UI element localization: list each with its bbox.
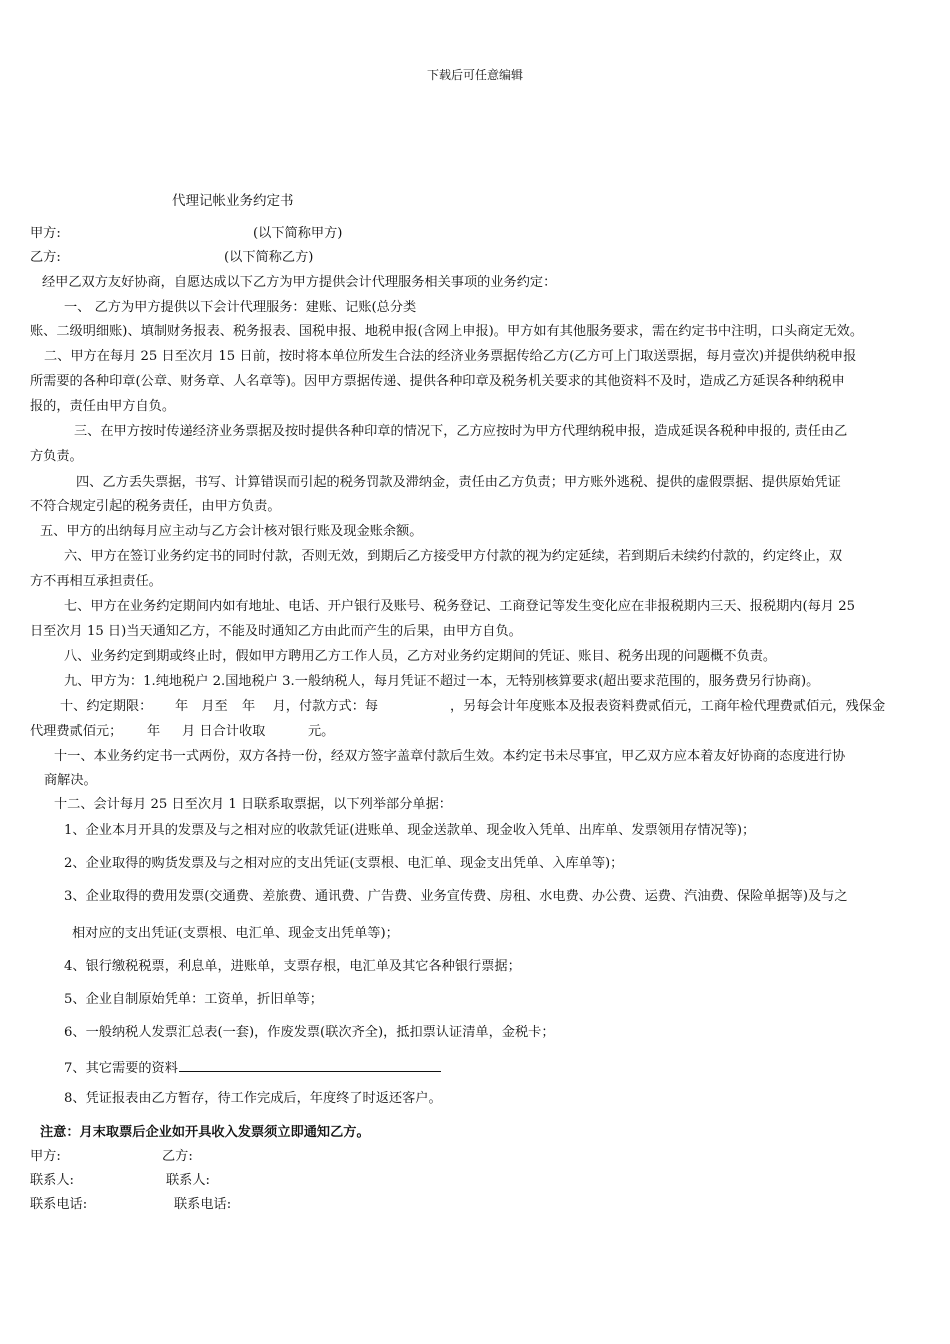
list-item-2: 2、企业取得的购货发票及与之相对应的支出凭证(支票根、电汇单、现金支出凭单、入库单等)； xyxy=(64,856,624,871)
clause-10-end-month: 年 月，付款方式：每 xyxy=(242,699,379,714)
clause-7-line-2: 日至次月 15 日)当天通知乙方，不能及时通知乙方由此而产生的后果，由甲方自负。 xyxy=(30,624,522,639)
clause-10-year: 年 xyxy=(147,724,161,739)
clause-3-line-1: 三、在甲方按时传递经济业务票据及按时提供各种印章的情况下，乙方应按时为甲方代理纳税申报，造成延误各税种申报的, 责任由乙 xyxy=(74,424,848,439)
clause-2-line-2: 所需要的各种印章(公章、财务章、人名章等)。因甲方票据传递、提供各种印章及税务机关要求的其他资料不及时，造成乙方延误各种纳税申 xyxy=(30,374,845,389)
clause-1-line-1: 一、 乙方为甲方提供以下会计代理服务：建账、记账(总分类 xyxy=(64,300,417,315)
clause-1-line-2: 账、二级明细账)、填制财务报表、税务报表、国税申报、地税申报(含网上申报)。甲方如有其他服务要求，需在约定书中注明，口头商定无效。 xyxy=(30,324,864,339)
list-item-3-line-1: 3、企业取得的费用发票(交通费、差旅费、通讯费、广告费、业务宣传费、房租、水电费、办公费、运费、汽油费、保险单据等)及与之 xyxy=(64,889,848,904)
signature-party-b: 乙方: xyxy=(162,1149,193,1164)
signature-phone-a: 联系电话: xyxy=(30,1197,88,1212)
list-item-4: 4、银行缴税税票，利息单，进账单，支票存根，电汇单及其它各种银行票据； xyxy=(64,959,521,974)
document-title: 代理记帐业务约定书 xyxy=(172,193,294,209)
list-item-3-line-2: 相对应的支出凭证(支票根、电汇单、现金支出凭单等)； xyxy=(72,926,399,941)
clause-10-start-month: 年 月至 xyxy=(175,699,228,714)
clause-4-line-2: 不符合规定引起的税务责任，由甲方负责。 xyxy=(30,499,281,514)
party-a-suffix: (以下简称甲方) xyxy=(253,226,343,241)
clause-2-line-3: 报的，责任由甲方自负。 xyxy=(30,399,176,414)
clause-10-prefix: 十、约定期限： xyxy=(60,699,153,714)
list-item-7-label: 7、其它需要的资料 xyxy=(64,1061,178,1076)
list-item-8: 8、凭证报表由乙方暂存，待工作完成后，年度终了时返还客户。 xyxy=(64,1091,442,1106)
clause-4-line-1: 四、乙方丢失票据，书写、计算错误而引起的税务罚款及滞纳金，责任由乙方负责；甲方账外逃税、提供的虚假票据、提供原始凭证 xyxy=(76,475,841,490)
notice-text: 注意：月末取票后企业如开具收入发票须立即通知乙方。 xyxy=(40,1125,370,1140)
fill-in-blank-line xyxy=(179,1058,441,1072)
clause-6-line-2: 方不再相互承担责任。 xyxy=(30,574,162,589)
signature-contact-b: 联系人: xyxy=(166,1173,211,1188)
signature-party-a: 甲方: xyxy=(30,1149,61,1164)
clause-7-line-1: 七、甲方在业务约定期间内如有地址、电话、开户银行及账号、税务登记、工商登记等发生变化应在非报税期内三天、报税期内(每月 25 xyxy=(64,599,855,614)
clause-5-line-1: 五、甲方的出纳每月应主动与乙方会计核对银行账及现金账余额。 xyxy=(40,524,423,539)
party-b-suffix: (以下简称乙方) xyxy=(224,250,314,265)
signature-phone-b: 联系电话: xyxy=(174,1197,232,1212)
clause-8-line-1: 八、业务约定到期或终止时，假如甲方聘用乙方工作人员，乙方对业务约定期间的凭证、账目、税务出现的问题概不负责。 xyxy=(64,649,777,664)
clause-2-line-1: 二、甲方在每月 25 日至次月 15 日前，按时将本单位所发生合法的经济业务票据传给乙方(乙方可上门取送票据，每月壹次)并提供纳税申报 xyxy=(44,349,857,364)
clause-10-agency-fee: 代理费贰佰元； xyxy=(30,724,123,739)
clause-11-line-1: 十一、本业务约定书一式两份，双方各持一份，经双方签字盖章付款后生效。本约定书未尽事宜，甲乙双方应本着友好协商的态度进行协 xyxy=(54,749,846,764)
clause-10-fees: ，另每会计年度账本及报表资料费贰佰元，工商年检代理费贰佰元，残保金 xyxy=(450,699,886,714)
clause-10-total: 月 日合计收取 xyxy=(182,724,266,739)
clause-12-line-1: 十二、会计每月 25 日至次月 1 日联系取票据，以下列举部分单据： xyxy=(54,797,452,812)
party-a-label: 甲方: xyxy=(30,226,61,241)
party-b-label: 乙方: xyxy=(30,250,61,265)
clause-11-line-2: 商解决。 xyxy=(44,773,97,788)
page-header: 下载后可任意编辑 xyxy=(426,68,523,82)
clause-6-line-1: 六、甲方在签订业务约定书的同时付款，否则无效，到期后乙方接受甲方付款的视为约定延续，若到期后未续约付款的，约定终止，双 xyxy=(64,549,843,564)
list-item-7 xyxy=(64,1058,441,1077)
intro-paragraph: 经甲乙双方友好协商，自愿达成以下乙方为甲方提供会计代理服务相关事项的业务约定： xyxy=(42,275,557,290)
clause-3-line-2: 方负责。 xyxy=(30,449,83,464)
signature-contact-a: 联系人: xyxy=(30,1173,75,1188)
clause-10-yuan: 元。 xyxy=(308,724,335,739)
list-item-6: 6、一般纳税人发票汇总表(一套)，作废发票(联次齐全)，抵扣票认证清单，金税卡； xyxy=(64,1025,555,1040)
clause-9-line-1: 九、甲方为：1.纯地税户 2.国地税户 3.一般纳税人，每月凭证不超过一本，无特别核算要求(超出要求范围的，服务费另行协商)。 xyxy=(64,674,820,689)
list-item-1: 1、企业本月开具的发票及与之相对应的收款凭证(进账单、现金送款单、现金收入凭单、出库单、发票领用存情况等)； xyxy=(64,823,756,838)
list-item-5: 5、企业自制原始凭单：工资单，折旧单等； xyxy=(64,992,323,1007)
